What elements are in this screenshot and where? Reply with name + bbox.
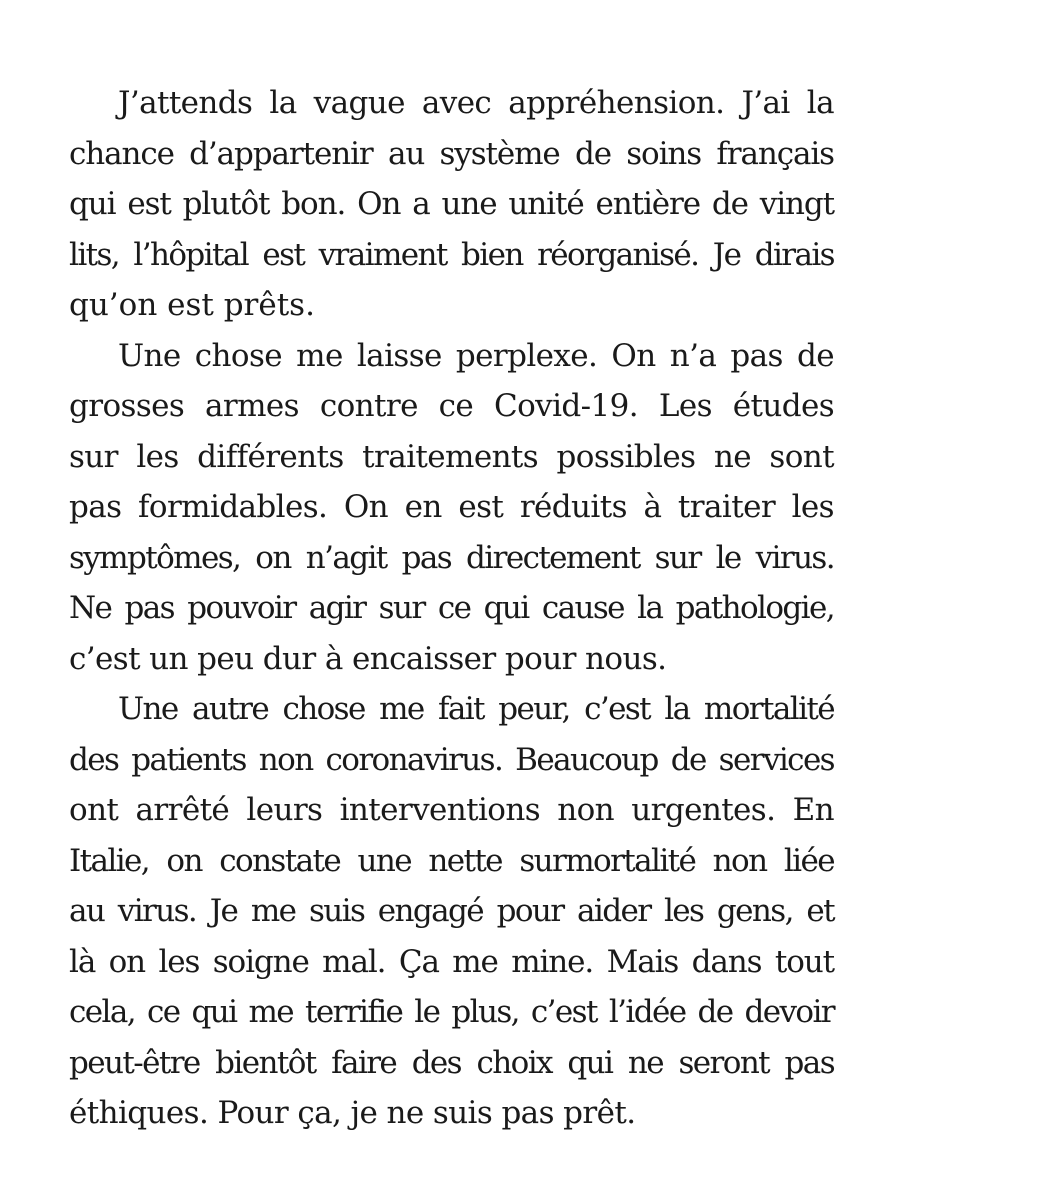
- text-line: cela, ce qui me terrifie le plus, c’est l’idée de devoir: [69, 994, 834, 1030]
- text-line: éthiques. Pour ça, je ne suis pas prêt.: [69, 1095, 636, 1131]
- text-line: sur les différents traitements possibles ne sont: [69, 438, 834, 475]
- paragraph-1: [69, 78, 834, 331]
- text-line: peut-être bientôt faire des choix qui ne seront pas: [69, 1044, 834, 1081]
- text-line: pas formidables. On en est réduits à traiter les: [69, 489, 834, 525]
- text-line: Ne pas pouvoir agir sur ce qui cause la pathologie,: [69, 590, 834, 626]
- text-line: au virus. Je me suis engagé pour aider les gens, et: [69, 893, 834, 929]
- text-line: c’est un peu dur à encaisser pour nous.: [69, 640, 667, 677]
- text-line: là on les soigne mal. Ça me mine. Mais dans tout: [69, 943, 834, 980]
- body-text: [69, 78, 834, 1139]
- text-line: grosses armes contre ce Covid-19. Les études: [69, 388, 834, 424]
- text-line: Une chose me laisse perplexe. On n’a pas de: [118, 337, 834, 374]
- text-line: qui est plutôt bon. On a une unité entière de vingt: [69, 186, 834, 222]
- text-line: J’attends la vague avec appréhension. J’ai la: [118, 85, 834, 121]
- text-line: symptômes, on n’agit pas directement sur le virus.: [69, 539, 834, 576]
- text-line: qu’on est prêts.: [69, 287, 315, 323]
- text-line: des patients non coronavirus. Beaucoup de services: [69, 741, 834, 778]
- paragraph-2: [69, 331, 834, 685]
- text-line: Une autre chose me fait peur, c’est la mortalité: [118, 691, 834, 727]
- text-line: Italie, on constate une nette surmortalité non liée: [69, 842, 834, 879]
- text-line: ont arrêté leurs interventions non urgentes. En: [69, 792, 834, 828]
- paragraph-3: [69, 684, 834, 1139]
- text-line: chance d’appartenir au système de soins français: [69, 135, 834, 172]
- text-line: lits, l’hôpital est vraiment bien réorganisé. Je dirais: [69, 236, 834, 273]
